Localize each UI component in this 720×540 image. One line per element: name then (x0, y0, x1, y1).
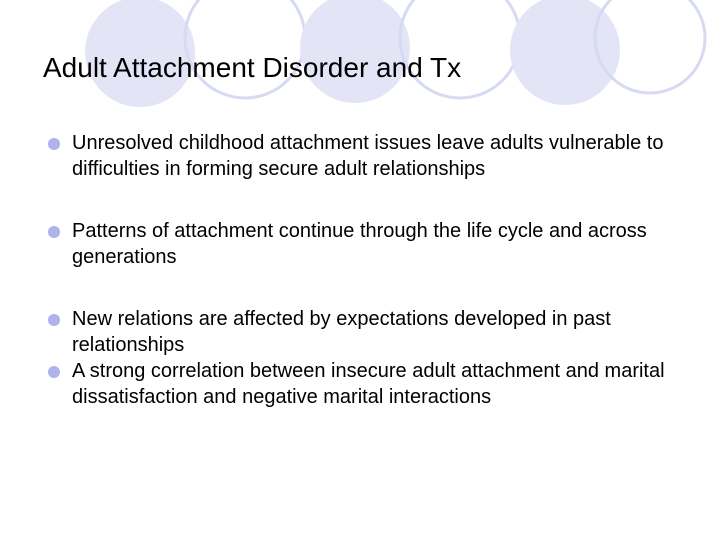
bullet-text: Patterns of attachment continue through the life cycle and across generations (72, 220, 647, 268)
bullet-icon (48, 226, 60, 238)
slide-title: Adult Attachment Disorder and Tx (43, 52, 462, 83)
deco-circle-filled (510, 0, 620, 105)
bullet-item (48, 306, 688, 358)
bullet-text: A strong correlation between insecure adult attachment and marital dissatisfaction and negative marital interactions (72, 360, 665, 408)
bullet-item (48, 218, 688, 270)
bullet-icon (48, 314, 60, 326)
bullet-text: Unresolved childhood attachment issues leave adults vulnerable to difficulties in forming secure adult relationships (72, 132, 664, 180)
bullet-text: New relations are affected by expectations developed in past relationships (72, 308, 611, 356)
bullet-icon (48, 366, 60, 378)
bullet-item (48, 130, 688, 182)
bullet-item (48, 358, 688, 410)
bullet-list (48, 130, 688, 410)
bullet-icon (48, 138, 60, 150)
